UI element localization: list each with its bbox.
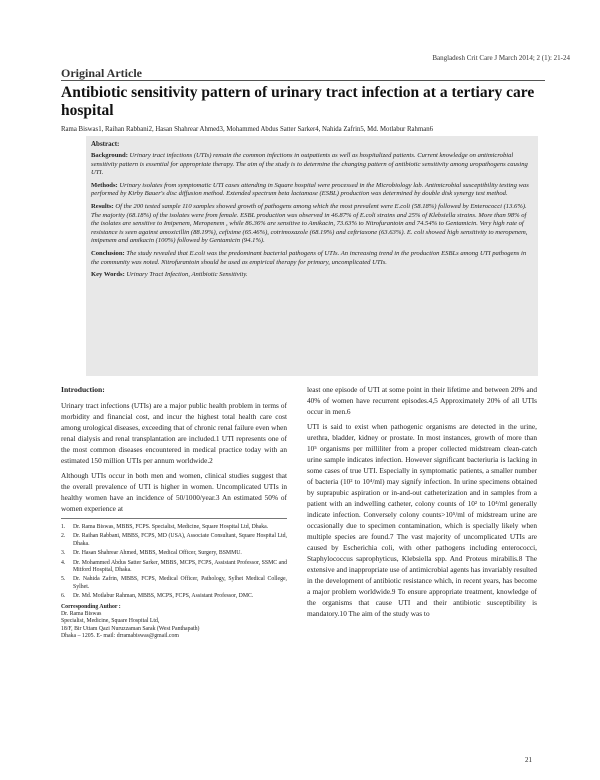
affiliation-item: 4. Dr. Mohammed Abdus Satter Sarker, MBBS, MCPS, FCPS, Assistant Professor, SSMC and Mitford Hospital, Dhaka. xyxy=(61,559,287,574)
affiliation-item: 5. Dr. Nahida Zafrin, MBBS, FCPS, Medical Officer, Pathology, Sylhet Medical College, Sylhet. xyxy=(61,576,287,590)
journal-citation: Bangladesh Crit Care J March 2014; 2 (1): 21-24 xyxy=(432,54,570,62)
introduction-heading: Introduction: xyxy=(61,385,105,394)
corresponding-line: Dhaka – 1205. E- mail: drramabiswas@gmail.com xyxy=(61,633,179,640)
affiliation-item: 6. Dr. Md. Motlabur Rahman, MBBS, MCPS, FCPS, Assistant Professor, DMC. xyxy=(61,593,254,600)
footnote-separator xyxy=(61,518,287,519)
corresponding-line: Dr. Rama Biswas xyxy=(61,611,102,618)
affiliation-list xyxy=(61,524,287,601)
corresponding-line: Specialist, Medicine, Square Hospital Ltd, xyxy=(61,618,160,625)
body-paragraph: UTI is said to exist when pathogenic organisms are detected in the urine, urethra, bladder, kidney or prostate. In most instances, growth of more than 10⁵ organisms per milliliter from a proper collected midstream clean-catch urine sample indicates infection. However significant bacteriuria is lacking in some cases of true UTI. Especially in symptomatic patients, a smaller number of bacteria (10² to 10⁴/ml) may signify infection. In urine specimens obtained by suprapubic aspiration or in-and-out catheterization and in samples from a patient with an indwelling catheter, colony counts of 10² to 10⁴/ml generally indicate infection. Conversely colony counts>10⁵/ml of midstream urine are occasionally due to specimen contamination, which is specially likely when multiple species are found.7 The vast majority of uncomplicated UTIs are caused by Escherichia coli, with other pathogens including enterococci, Staphylococcus saprophyticus, Klebsiella spp. And Proteus mirabilis.8 The extensive and inappropriate use of antimicrobial agents has invariably resulted in the development of antibiotic resistance which, in recent years, has become a major problem worldwide.9 To ensure appropriate treatment, knowledge of the organisms that cause UTI and their antibiotic susceptibility is mandatory.10 The aim of the study was to xyxy=(307,422,537,618)
abstract-heading: Abstract: xyxy=(91,140,120,148)
corresponding-author xyxy=(61,604,287,641)
affiliation-item: 1. Dr. Rama Biswas, MBBS, FCPS. Specialist, Medicine, Square Hospital Ltd, Dhaka. xyxy=(61,524,269,530)
intro-paragraph: Urinary tract infections (UTIs) are a major public health problem in terms of morbidity and financial cost, and incur the highest total health care cost among urological diseases, exceeding that of chronic renal failure even when renal dialysis and renal transplantation are included.1 UTI represents one of the most common diseases encountered in medical practice today with an estimated 150 million UTIs per annum worldwide.2 xyxy=(61,401,287,465)
header-rule xyxy=(61,80,545,81)
corresponding-line: 18/F, Bir Uttam Qazi Nuruzzaman Sarak (West Panthapath) xyxy=(61,625,200,632)
author-list: Rama Biswas1, Raihan Rabbani2, Hasan Shahrear Ahmed3, Mohammed Abdus Satter Sarker4, Nahida Zafrin5, Md. Motlabur Rahman6 xyxy=(61,126,434,133)
left-column xyxy=(61,384,287,641)
affiliation-item: 3. Dr. Hasan Shahrear Ahmed, MBBS, Medical Officer, Surgery, BSMMU. xyxy=(61,550,242,557)
intro-paragraph: Although UTIs occur in both men and women, clinical studies suggest that the overall prevalence of UTI is higher in women. Uncomplicated UTIs in healthy women have an incidence of 50/1000/year.3 An estimated 50% of women experience at xyxy=(61,471,287,513)
abstract-keywords: Key Words: Urinary Tract Infection, Antibiotic Sensitivity. xyxy=(91,271,248,279)
affiliation-item: 2. Dr. Raihan Rabbani, MBBS, FCPS, MD (USA), Associate Consultant, Square Hospital Ltd, Dhaka. xyxy=(61,533,287,547)
corresponding-heading: Corresponding Author : xyxy=(61,603,121,610)
article-title: Antibiotic sensitivity pattern of urinary tract infection at a tertiary care hospital xyxy=(61,84,535,119)
abstract-background: Background: Urinary tract infections (UTIs) remain the common infections in outpatients as well as hospitalized patients. Current knowledge on antimicrobial sensitivity pattern is essential for appropriate therapy. The aim of the study is to determine the changing pattern of antibiotic sensitivity among uropathogens causing UTI. xyxy=(91,152,528,177)
abstract-box xyxy=(86,136,538,376)
abstract-methods: Methods: Urinary isolates from symptomatic UTI cases attending in Square hospital were processed in the Microbiology lab. Antimicrobial susceptibility testing was performed by Kirby Bauer's disc diffusion method. Extended spectrum beta lactamase (ESBL) production was determined by double disk synergy test method. xyxy=(91,181,529,198)
page-number: 21 xyxy=(525,756,532,764)
abstract-conclusion: Conclusion: The study revealed that E.coli was the predominant bacterial pathogens of UTIs. An increasing trend in the production ESBLs among UTI pathogens in the community was noted. Nitrofurantoin should be used as empirical therapy for primary, uncomplicated UTIs. xyxy=(91,249,527,266)
abstract-results: Results: Of the 200 tested sample 110 samples showed growth of pathogens among which the most prevalent were E.coli (58.18%) followed by Enterococci (13.6%). The majority (68.18%) of the isolates were from female. ESBL production was observed in 46.87% of E.coli strains and 25% of Klebsiella strains. More than 98% of the isolates are sensitive to Imipenem, Meropenem , while 86.36% are sensitive to Amikacin, 73.63% to Nitrofurantoin and 74.54% to Gentamicin. Very high rate of resistance is seen against amoxicillin (88.19%), cefixime (65.46%), cotrimoxazole (68.19%) and ceftriaxone (63.63%). E. coli showed high sensitivity to meropenem, imipenem and amikacin (100%) followed by Gentamicin (94.1%). xyxy=(91,202,528,245)
section-label: Original Article xyxy=(61,66,142,80)
body-paragraph: least one episode of UTI at some point in their lifetime and between 20% and 40% of women have recurrent episodes.4,5 Approximately 20% of all UTIs occur in men.6 xyxy=(307,385,537,416)
right-column xyxy=(307,384,537,623)
